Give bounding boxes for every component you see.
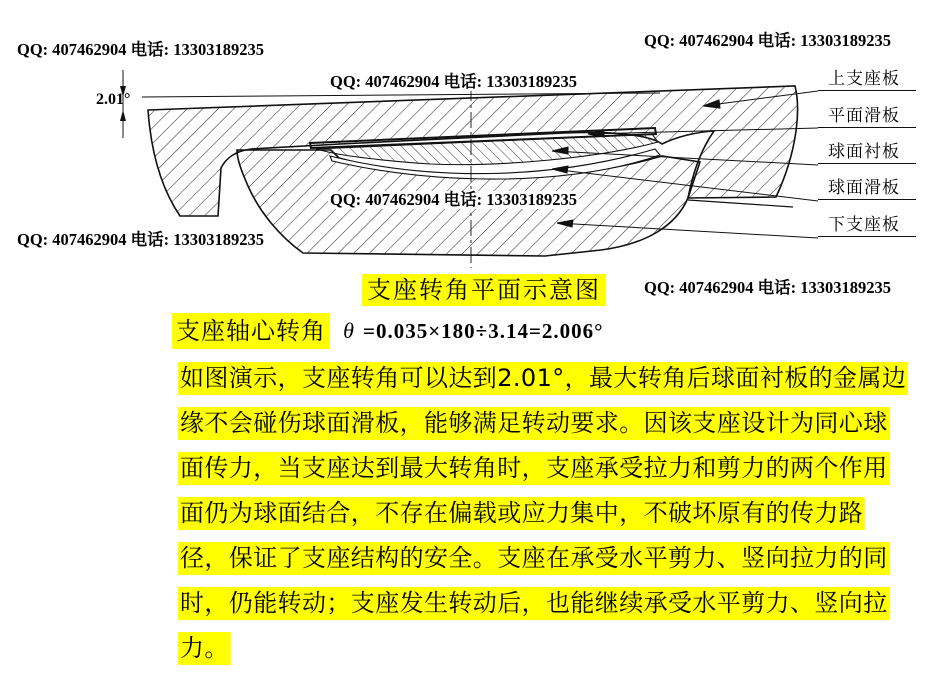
paragraph-line: 时，仍能转动；支座发生转动后，也能继续承受水平剪力、竖向拉 <box>178 587 890 620</box>
part-label-upper-plate: 上支座板 <box>818 68 916 91</box>
watermark: QQ: 407462904 电话: 13303189235 <box>17 230 265 249</box>
paragraph-line: 如图演示，支座转角可以达到2.01°，最大转角后球面衬板的金属边 <box>178 362 908 395</box>
watermark: QQ: 407462904 电话: 13303189235 <box>644 31 892 50</box>
watermark: QQ: 407462904 电话: 13303189235 <box>330 72 578 91</box>
part-label-lower-plate: 下支座板 <box>818 214 916 237</box>
paragraph-line: 面传力，当支座达到最大转角时，支座承受拉力和剪力的两个作用 <box>178 452 890 485</box>
description-paragraph <box>178 362 908 677</box>
formula-label: 支座轴心转角 <box>172 313 330 349</box>
formula-theta: θ <box>343 318 354 343</box>
part-label-flat-slide-plate: 平面滑板 <box>818 105 916 128</box>
part-label-spherical-slide-plate: 球面滑板 <box>818 177 916 200</box>
paragraph-line: 力。 <box>178 632 231 665</box>
paragraph-line: 缘不会碰伤球面滑板，能够满足转动要求。因该支座设计为同心球 <box>178 407 890 440</box>
paragraph-line: 面仍为球面结合，不存在偏载或应力集中，不破坏原有的传力路 <box>178 497 865 530</box>
paragraph-line: 径，保证了支座结构的安全。支座在承受水平剪力、竖向拉力的同 <box>178 542 890 575</box>
formula-equation: =0.035×180÷3.14=2.006° <box>363 319 604 343</box>
lower-plate-right-edge <box>688 200 793 207</box>
watermark: QQ: 407462904 电话: 13303189235 <box>644 278 892 297</box>
rotation-angle-dimension-label: 2.01° <box>96 91 131 108</box>
watermark: QQ: 407462904 电话: 13303189235 <box>17 40 265 59</box>
part-label-spherical-liner: 球面衬板 <box>818 141 916 164</box>
formula-row <box>172 313 604 351</box>
figure-title: 支座转角平面示意图 <box>362 274 606 306</box>
watermark: QQ: 407462904 电话: 13303189235 <box>330 190 578 209</box>
